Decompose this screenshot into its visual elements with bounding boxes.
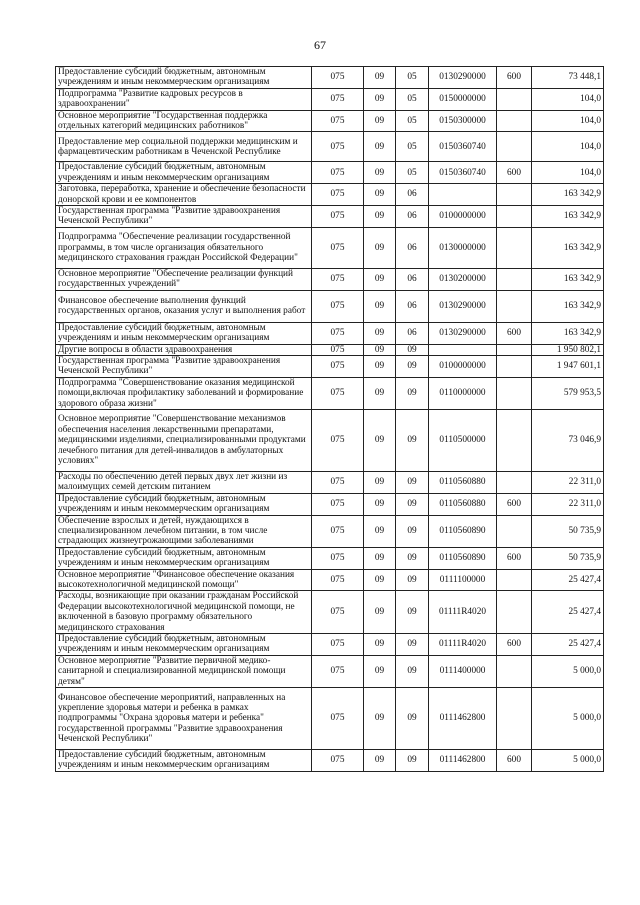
row-amount: 104,0: [532, 110, 604, 132]
row-subsection-code: 09: [396, 569, 429, 591]
row-target-code: 0130290000: [429, 67, 497, 89]
row-expense-type-code: [497, 184, 532, 206]
table-row: [56, 515, 604, 547]
row-target-code: 0111462800: [429, 688, 497, 750]
row-ministry-code: 075: [312, 569, 364, 591]
row-target-code: 0100000000: [429, 206, 497, 228]
row-amount: 1 950 802,1: [532, 344, 604, 355]
row-ministry-code: 075: [312, 471, 364, 493]
row-target-code: 0110560890: [429, 515, 497, 547]
row-amount: 104,0: [532, 88, 604, 110]
table-row: [56, 322, 604, 344]
row-target-code: 0111400000: [429, 655, 497, 687]
row-ministry-code: 075: [312, 634, 364, 656]
row-subsection-code: 05: [396, 88, 429, 110]
row-amount: 163 342,9: [532, 268, 604, 290]
table-row: [56, 409, 604, 471]
row-subsection-code: 05: [396, 132, 429, 162]
row-ministry-code: 075: [312, 655, 364, 687]
row-section-code: 09: [364, 493, 396, 515]
row-section-code: 09: [364, 268, 396, 290]
row-section-code: 09: [364, 162, 396, 184]
row-target-code: 0110560890: [429, 547, 497, 569]
row-target-code: 0110500000: [429, 409, 497, 471]
row-ministry-code: 075: [312, 591, 364, 634]
row-section-code: 09: [364, 655, 396, 687]
row-target-code: 0150360740: [429, 162, 497, 184]
row-expense-type-code: [497, 344, 532, 355]
row-expense-type-code: [497, 206, 532, 228]
row-name: Финансовое обеспечение мероприятий, направленных на укрепление здоровья матери и ребенка в рамках подпрограммы "Охрана здоровья матери и ребенка" государственной программы "Развитие здравоохранения Чеченской Республики": [56, 688, 312, 750]
row-name: Государственная программа "Развитие здравоохранения Чеченской Республики": [56, 355, 312, 377]
row-target-code: 0110560880: [429, 493, 497, 515]
table-row: [56, 162, 604, 184]
row-expense-type-code: [497, 268, 532, 290]
row-section-code: 09: [364, 206, 396, 228]
row-ministry-code: 075: [312, 355, 364, 377]
row-ministry-code: 075: [312, 344, 364, 355]
table-row: [56, 206, 604, 228]
row-ministry-code: 075: [312, 290, 364, 322]
row-name: Подпрограмма "Совершенствование оказания медицинской помощи,включая профилактику заболеваний и формирование здорового образа жизни": [56, 377, 312, 409]
row-target-code: 0150000000: [429, 88, 497, 110]
table-row: [56, 634, 604, 656]
table-row: [56, 493, 604, 515]
row-section-code: 09: [364, 88, 396, 110]
row-expense-type-code: [497, 132, 532, 162]
row-section-code: 09: [364, 322, 396, 344]
row-amount: 5 000,0: [532, 655, 604, 687]
row-amount: 579 953,5: [532, 377, 604, 409]
row-subsection-code: 09: [396, 688, 429, 750]
page-number: 67: [314, 38, 326, 52]
row-name: Предоставление субсидий бюджетным, автономным учреждениям и иным некоммерческим организациям: [56, 493, 312, 515]
row-expense-type-code: [497, 515, 532, 547]
row-section-code: 09: [364, 750, 396, 772]
row-subsection-code: 09: [396, 655, 429, 687]
row-name: Предоставление субсидий бюджетным, автономным учреждениям и иным некоммерческим организациям: [56, 750, 312, 772]
row-name: Заготовка, переработка, хранение и обеспечение безопасности донорской крови и ее компонентов: [56, 184, 312, 206]
row-amount: 104,0: [532, 162, 604, 184]
budget-table-body: [56, 67, 604, 772]
row-subsection-code: 09: [396, 634, 429, 656]
row-name: Предоставление субсидий бюджетным, автономным учреждениям и иным некоммерческим организациям: [56, 162, 312, 184]
row-name: Основное мероприятие "Государственная поддержка отдельных категорий медицинских работников": [56, 110, 312, 132]
row-expense-type-code: [497, 591, 532, 634]
row-section-code: 09: [364, 569, 396, 591]
row-expense-type-code: [497, 227, 532, 268]
table-row: [56, 750, 604, 772]
table-row: [56, 355, 604, 377]
row-subsection-code: 06: [396, 184, 429, 206]
row-name: Основное мероприятие "Развитие первичной медико-санитарной и специализированной медицинской помощи детям": [56, 655, 312, 687]
row-amount: 5 000,0: [532, 750, 604, 772]
row-amount: 1 947 601,1: [532, 355, 604, 377]
row-section-code: 09: [364, 344, 396, 355]
table-row: [56, 227, 604, 268]
row-amount: 22 311,0: [532, 471, 604, 493]
row-subsection-code: 09: [396, 409, 429, 471]
row-ministry-code: 075: [312, 88, 364, 110]
row-amount: 25 427,4: [532, 634, 604, 656]
row-name: Основное мероприятие "Обеспечение реализации функций государственных учреждений": [56, 268, 312, 290]
row-section-code: 09: [364, 227, 396, 268]
row-subsection-code: 09: [396, 750, 429, 772]
row-section-code: 09: [364, 377, 396, 409]
row-ministry-code: 075: [312, 110, 364, 132]
table-row: [56, 290, 604, 322]
row-expense-type-code: 600: [497, 162, 532, 184]
row-subsection-code: 06: [396, 227, 429, 268]
row-target-code: 0150360740: [429, 132, 497, 162]
table-row: [56, 184, 604, 206]
row-target-code: 0130290000: [429, 290, 497, 322]
row-subsection-code: 06: [396, 290, 429, 322]
row-subsection-code: 05: [396, 67, 429, 89]
row-amount: 163 342,9: [532, 227, 604, 268]
row-expense-type-code: 600: [497, 750, 532, 772]
table-row: [56, 655, 604, 687]
row-subsection-code: 05: [396, 110, 429, 132]
row-amount: 50 735,9: [532, 515, 604, 547]
row-expense-type-code: 600: [497, 493, 532, 515]
row-ministry-code: 075: [312, 493, 364, 515]
table-row: [56, 88, 604, 110]
row-amount: 25 427,4: [532, 591, 604, 634]
row-amount: 163 342,9: [532, 322, 604, 344]
row-expense-type-code: [497, 409, 532, 471]
row-subsection-code: 09: [396, 377, 429, 409]
row-section-code: 09: [364, 547, 396, 569]
table-row: [56, 344, 604, 355]
row-target-code: 0130200000: [429, 268, 497, 290]
row-name: Финансовое обеспечение выполнения функций государственных органов, оказания услуг и выполнения работ: [56, 290, 312, 322]
row-name: Обеспечение взрослых и детей, нуждающихся в специализированном лечебном питании, в том числе страдающих жизнеугрожающими заболеваниями: [56, 515, 312, 547]
row-name: Подпрограмма "Обеспечение реализации государственной программы, в том числе организация обязательного медицинского страхования граждан Российской Федерации": [56, 227, 312, 268]
row-target-code: 0130290000: [429, 322, 497, 344]
row-subsection-code: 05: [396, 162, 429, 184]
row-amount: 73 448,1: [532, 67, 604, 89]
row-target-code: [429, 344, 497, 355]
row-expense-type-code: [497, 569, 532, 591]
row-section-code: 09: [364, 132, 396, 162]
row-name: Основное мероприятие "Совершенствование механизмов обеспечения населения лекарственными препаратами, медицинскими изделиями, специализированными продуктами лечебного питания для детей-инвалидов в амбулаторных условиях": [56, 409, 312, 471]
row-amount: 25 427,4: [532, 569, 604, 591]
row-target-code: 0100000000: [429, 355, 497, 377]
row-expense-type-code: [497, 655, 532, 687]
row-name: Предоставление мер социальной поддержки медицинским и фармацевтическим работникам в Чеченской Республике: [56, 132, 312, 162]
row-ministry-code: 075: [312, 132, 364, 162]
row-section-code: 09: [364, 110, 396, 132]
row-ministry-code: 075: [312, 162, 364, 184]
row-section-code: 09: [364, 355, 396, 377]
row-section-code: 09: [364, 409, 396, 471]
row-target-code: 01111R4020: [429, 591, 497, 634]
row-subsection-code: 09: [396, 591, 429, 634]
row-amount: 73 046,9: [532, 409, 604, 471]
row-target-code: 0110000000: [429, 377, 497, 409]
row-subsection-code: 09: [396, 471, 429, 493]
row-subsection-code: 06: [396, 268, 429, 290]
budget-table: [55, 66, 604, 772]
row-target-code: 0150300000: [429, 110, 497, 132]
row-expense-type-code: [497, 377, 532, 409]
row-expense-type-code: 600: [497, 322, 532, 344]
row-amount: 163 342,9: [532, 206, 604, 228]
row-ministry-code: 075: [312, 409, 364, 471]
row-ministry-code: 075: [312, 184, 364, 206]
row-name: Подпрограмма "Развитие кадровых ресурсов в здравоохранении": [56, 88, 312, 110]
table-row: [56, 67, 604, 89]
row-name: Государственная программа "Развитие здравоохранения Чеченской Республики": [56, 206, 312, 228]
table-row: [56, 471, 604, 493]
row-expense-type-code: [497, 110, 532, 132]
row-target-code: 01111R4020: [429, 634, 497, 656]
row-target-code: 0111462800: [429, 750, 497, 772]
row-expense-type-code: [497, 355, 532, 377]
row-name: Предоставление субсидий бюджетным, автономным учреждениям и иным некоммерческим организациям: [56, 547, 312, 569]
row-ministry-code: 075: [312, 377, 364, 409]
row-subsection-code: 09: [396, 493, 429, 515]
row-amount: 163 342,9: [532, 290, 604, 322]
row-name: Основное мероприятие "Финансовое обеспечение оказания высокотехнологичной медицинской помощи": [56, 569, 312, 591]
row-amount: 22 311,0: [532, 493, 604, 515]
row-section-code: 09: [364, 184, 396, 206]
row-target-code: [429, 184, 497, 206]
table-row: [56, 591, 604, 634]
row-subsection-code: 06: [396, 206, 429, 228]
row-section-code: 09: [364, 591, 396, 634]
row-ministry-code: 075: [312, 268, 364, 290]
row-expense-type-code: [497, 688, 532, 750]
row-name: Расходы по обеспечению детей первых двух лет жизни из малоимущих семей детским питанием: [56, 471, 312, 493]
row-name: Расходы, возникающие при оказании гражданам Российской Федерации высокотехнологичной медицинской помощи, не включенной в базовую программу обязательного медицинского страхования: [56, 591, 312, 634]
row-amount: 50 735,9: [532, 547, 604, 569]
row-name: Другие вопросы в области здравоохранения: [56, 344, 312, 355]
row-section-code: 09: [364, 471, 396, 493]
row-expense-type-code: 600: [497, 547, 532, 569]
row-subsection-code: 09: [396, 355, 429, 377]
row-subsection-code: 09: [396, 547, 429, 569]
row-section-code: 09: [364, 290, 396, 322]
row-expense-type-code: [497, 290, 532, 322]
row-target-code: 0111100000: [429, 569, 497, 591]
row-expense-type-code: 600: [497, 67, 532, 89]
row-ministry-code: 075: [312, 67, 364, 89]
row-amount: 104,0: [532, 132, 604, 162]
table-row: [56, 569, 604, 591]
row-ministry-code: 075: [312, 322, 364, 344]
row-subsection-code: 06: [396, 322, 429, 344]
row-target-code: 0130000000: [429, 227, 497, 268]
row-target-code: 0110560880: [429, 471, 497, 493]
row-ministry-code: 075: [312, 750, 364, 772]
row-ministry-code: 075: [312, 206, 364, 228]
table-row: [56, 688, 604, 750]
row-expense-type-code: [497, 88, 532, 110]
table-row: [56, 377, 604, 409]
row-section-code: 09: [364, 67, 396, 89]
row-expense-type-code: 600: [497, 634, 532, 656]
table-row: [56, 268, 604, 290]
row-ministry-code: 075: [312, 547, 364, 569]
table-row: [56, 132, 604, 162]
table-row: [56, 110, 604, 132]
row-amount: 163 342,9: [532, 184, 604, 206]
row-subsection-code: 09: [396, 344, 429, 355]
row-name: Предоставление субсидий бюджетным, автономным учреждениям и иным некоммерческим организациям: [56, 67, 312, 89]
row-section-code: 09: [364, 688, 396, 750]
row-subsection-code: 09: [396, 515, 429, 547]
row-ministry-code: 075: [312, 515, 364, 547]
row-ministry-code: 075: [312, 688, 364, 750]
row-amount: 5 000,0: [532, 688, 604, 750]
row-name: Предоставление субсидий бюджетным, автономным учреждениям и иным некоммерческим организациям: [56, 634, 312, 656]
row-section-code: 09: [364, 515, 396, 547]
row-name: Предоставление субсидий бюджетным, автономным учреждениям и иным некоммерческим организациям: [56, 322, 312, 344]
table-row: [56, 547, 604, 569]
row-ministry-code: 075: [312, 227, 364, 268]
row-section-code: 09: [364, 634, 396, 656]
row-expense-type-code: [497, 471, 532, 493]
